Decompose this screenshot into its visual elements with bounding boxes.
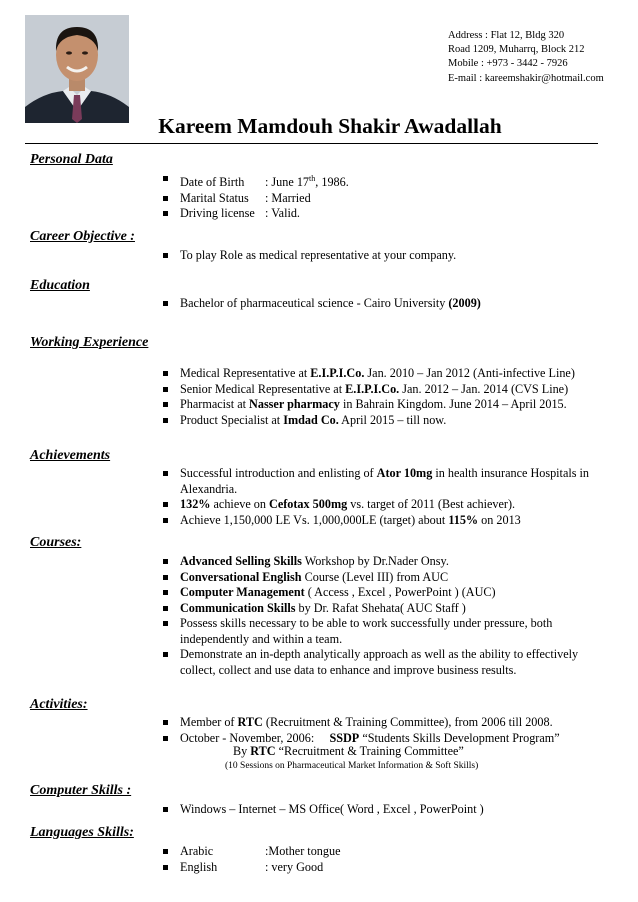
- languages-list: [160, 844, 600, 875]
- list-item: Successful introduction and enlisting of Ator 10mg in health insurance Hospitals in Alexandria.: [160, 466, 600, 497]
- section-achievements: Achievements: [30, 448, 111, 463]
- list-item: Product Specialist at Imdad Co. April 2015 – till now.: [160, 413, 600, 429]
- activity-rtc-line: By RTC “Recruitment & Training Committee”: [233, 744, 464, 758]
- list-item: Conversational English Course (Level III) from AUC: [160, 570, 600, 586]
- list-item: Medical Representative at E.I.P.I.Co. Jan. 2010 – Jan 2012 (Anti-infective Line): [160, 366, 600, 382]
- list-item: English : very Good: [160, 860, 600, 876]
- list-item: October - November, 2006: SSDP “Students Skills Development Program”: [160, 731, 600, 747]
- list-item: Communication Skills by Dr. Rafat Shehata( AUC Staff ): [160, 601, 600, 617]
- list-item: Possess skills necessary to be able to work successfully under pressure, both independently and within a team.: [160, 616, 600, 647]
- list-item: Senior Medical Representative at E.I.P.I.Co. Jan. 2012 – Jan. 2014 (CVS Line): [160, 382, 600, 398]
- list-item: Member of RTC (Recruitment & Training Committee), from 2006 till 2008.: [160, 715, 600, 731]
- section-computer-skills: Computer Skills :: [30, 783, 132, 798]
- list-item: Date of Birth : June 17th, 1986.: [160, 171, 600, 191]
- contact-block: [448, 29, 633, 86]
- list-item: Bachelor of pharmaceutical science - Cairo University (2009): [160, 296, 600, 312]
- list-item: Pharmacist at Nasser pharmacy in Bahrain Kingdom. June 2014 – April 2015.: [160, 397, 600, 413]
- contact-address: Address : Flat 12, Bldg 320: [448, 30, 565, 41]
- education-list: [160, 296, 600, 312]
- courses-list: [160, 554, 600, 678]
- computer-list: [160, 802, 600, 818]
- section-education: Education: [30, 278, 90, 293]
- list-item: Marital Status : Married: [160, 191, 600, 207]
- achievements-list: [160, 466, 600, 528]
- contact-road: Road 1209, Muharrq, Block 212: [448, 44, 585, 56]
- profile-photo: [25, 15, 129, 123]
- section-courses: Courses:: [30, 535, 82, 550]
- working-list: [160, 366, 600, 428]
- contact-mobile: Mobile : +973 - 3442 - 7926: [448, 58, 568, 70]
- section-activities: Activities:: [30, 697, 88, 712]
- activity-sessions-note: (10 Sessions on Pharmaceutical Market Information & Soft Skills): [225, 761, 479, 771]
- list-item: Achieve 1,150,000 LE Vs. 1,000,000LE (target) about 115% on 2013: [160, 513, 600, 529]
- contact-email: E-mail : kareemshakir@hotmail.com: [448, 72, 604, 84]
- section-personal-data: Personal Data: [30, 152, 113, 167]
- list-item: Advanced Selling Skills Workshop by Dr.Nader Onsy.: [160, 554, 600, 570]
- career-list: [160, 248, 600, 264]
- personal-data-list: [160, 171, 600, 222]
- list-item: Driving license : Valid.: [160, 206, 600, 222]
- list-item: To play Role as medical representative at your company.: [160, 248, 600, 264]
- candidate-name: Kareem Mamdouh Shakir Awadallah: [158, 114, 502, 138]
- activities-list: [160, 715, 600, 746]
- list-item: 132% achieve on Cefotax 500mg vs. target of 2011 (Best achiever).: [160, 497, 600, 513]
- list-item: Computer Management ( Access , Excel , PowerPoint ) (AUC): [160, 585, 600, 601]
- section-career-objective: Career Objective :: [30, 229, 135, 244]
- list-item: Windows – Internet – MS Office( Word , Excel , PowerPoint ): [160, 802, 600, 818]
- list-item: Arabic :Mother tongue: [160, 844, 600, 860]
- section-languages-skills: Languages Skills:: [30, 825, 134, 840]
- header-divider: [25, 143, 598, 144]
- list-item: Demonstrate an in-depth analytically approach as well as the ability to effectively collect, collect and use data to enhance and improve business results.: [160, 647, 600, 678]
- section-working-experience: Working Experience: [30, 335, 149, 350]
